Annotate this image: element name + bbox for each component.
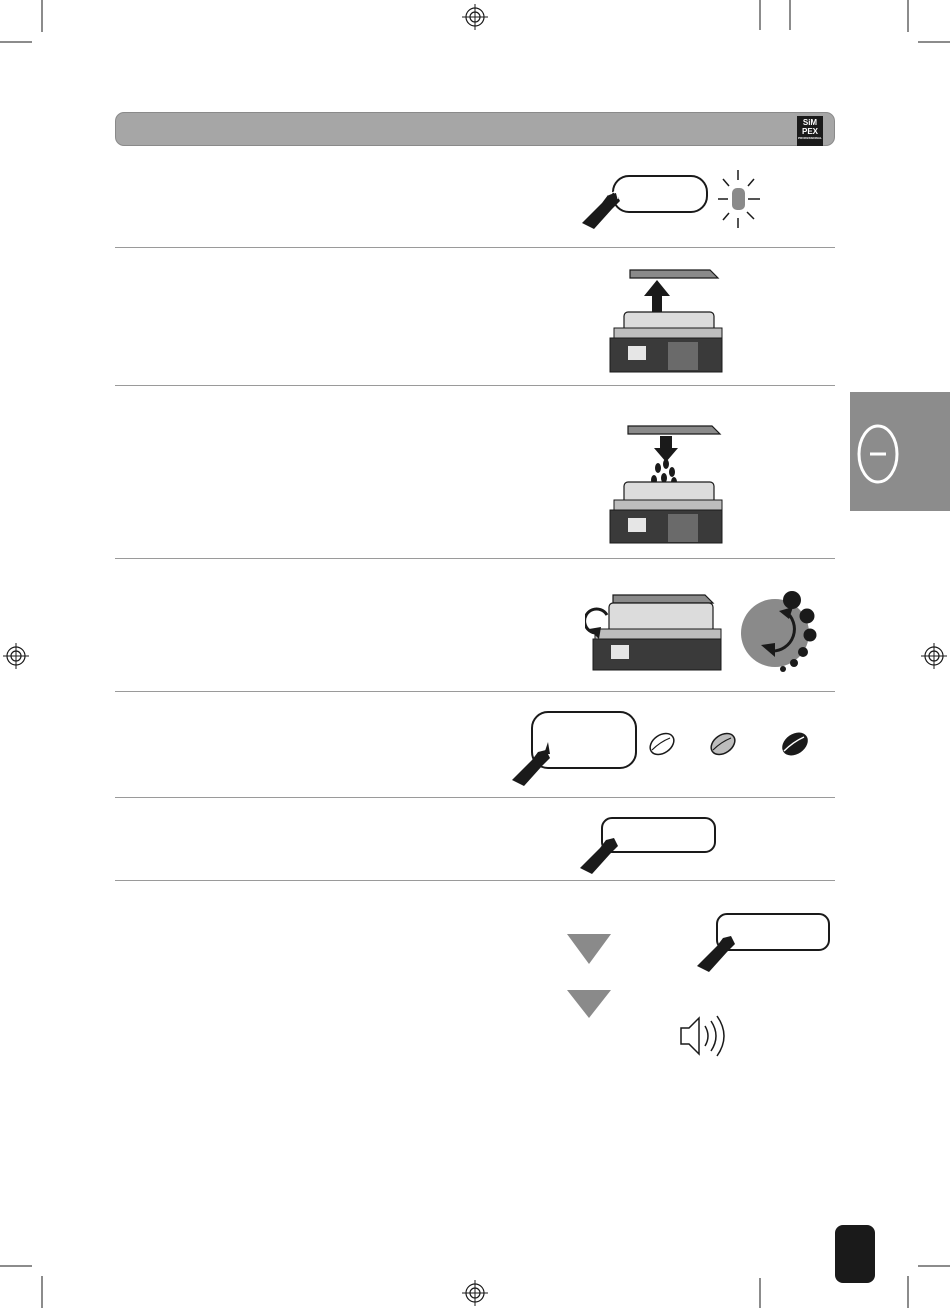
registration-mark-icon <box>462 4 488 30</box>
step-1-illustration <box>580 165 770 240</box>
grind-coarseness-dial-icon <box>741 591 817 672</box>
step-5-strength-illustration <box>510 708 820 786</box>
press-button-hand-icon <box>582 191 620 229</box>
step-3-pour-beans-illustration <box>608 420 726 545</box>
registration-mark-icon <box>921 643 947 669</box>
down-triangle-icon <box>567 990 611 1018</box>
logo-line-3: PROFESSIONAL <box>798 136 822 140</box>
bean-light-icon <box>646 729 678 759</box>
section-header-bar <box>115 112 835 146</box>
step-divider <box>115 385 835 386</box>
step-2-lid-lift-illustration <box>608 262 726 374</box>
logo-line-2: PEX <box>801 127 818 136</box>
down-triangle-icon <box>567 934 611 964</box>
step-divider <box>115 880 835 881</box>
step-divider <box>115 797 835 798</box>
speaker-beep-icon <box>681 1016 724 1056</box>
logo-line-1: SiM <box>802 118 818 127</box>
page-number-tab <box>835 1225 875 1283</box>
lid-lift-arrow-icon <box>644 280 670 314</box>
bean-dark-icon <box>778 728 812 760</box>
registration-mark-icon <box>462 1280 488 1306</box>
minus-circle-icon <box>856 420 906 488</box>
brand-logo <box>797 116 823 146</box>
step-divider <box>115 558 835 559</box>
step-6-illustration <box>578 812 718 874</box>
press-button-hand-icon <box>580 838 618 874</box>
step-divider <box>115 691 835 692</box>
step-7-illustration <box>565 908 835 1068</box>
step-divider <box>115 247 835 248</box>
bean-medium-icon <box>707 729 739 759</box>
step-4-rotate-illustration <box>585 585 820 675</box>
press-button-hand-icon <box>697 936 735 972</box>
registration-mark-icon <box>3 643 29 669</box>
blinking-light-icon <box>718 170 760 228</box>
beans-pour-arrow-icon <box>651 436 678 487</box>
